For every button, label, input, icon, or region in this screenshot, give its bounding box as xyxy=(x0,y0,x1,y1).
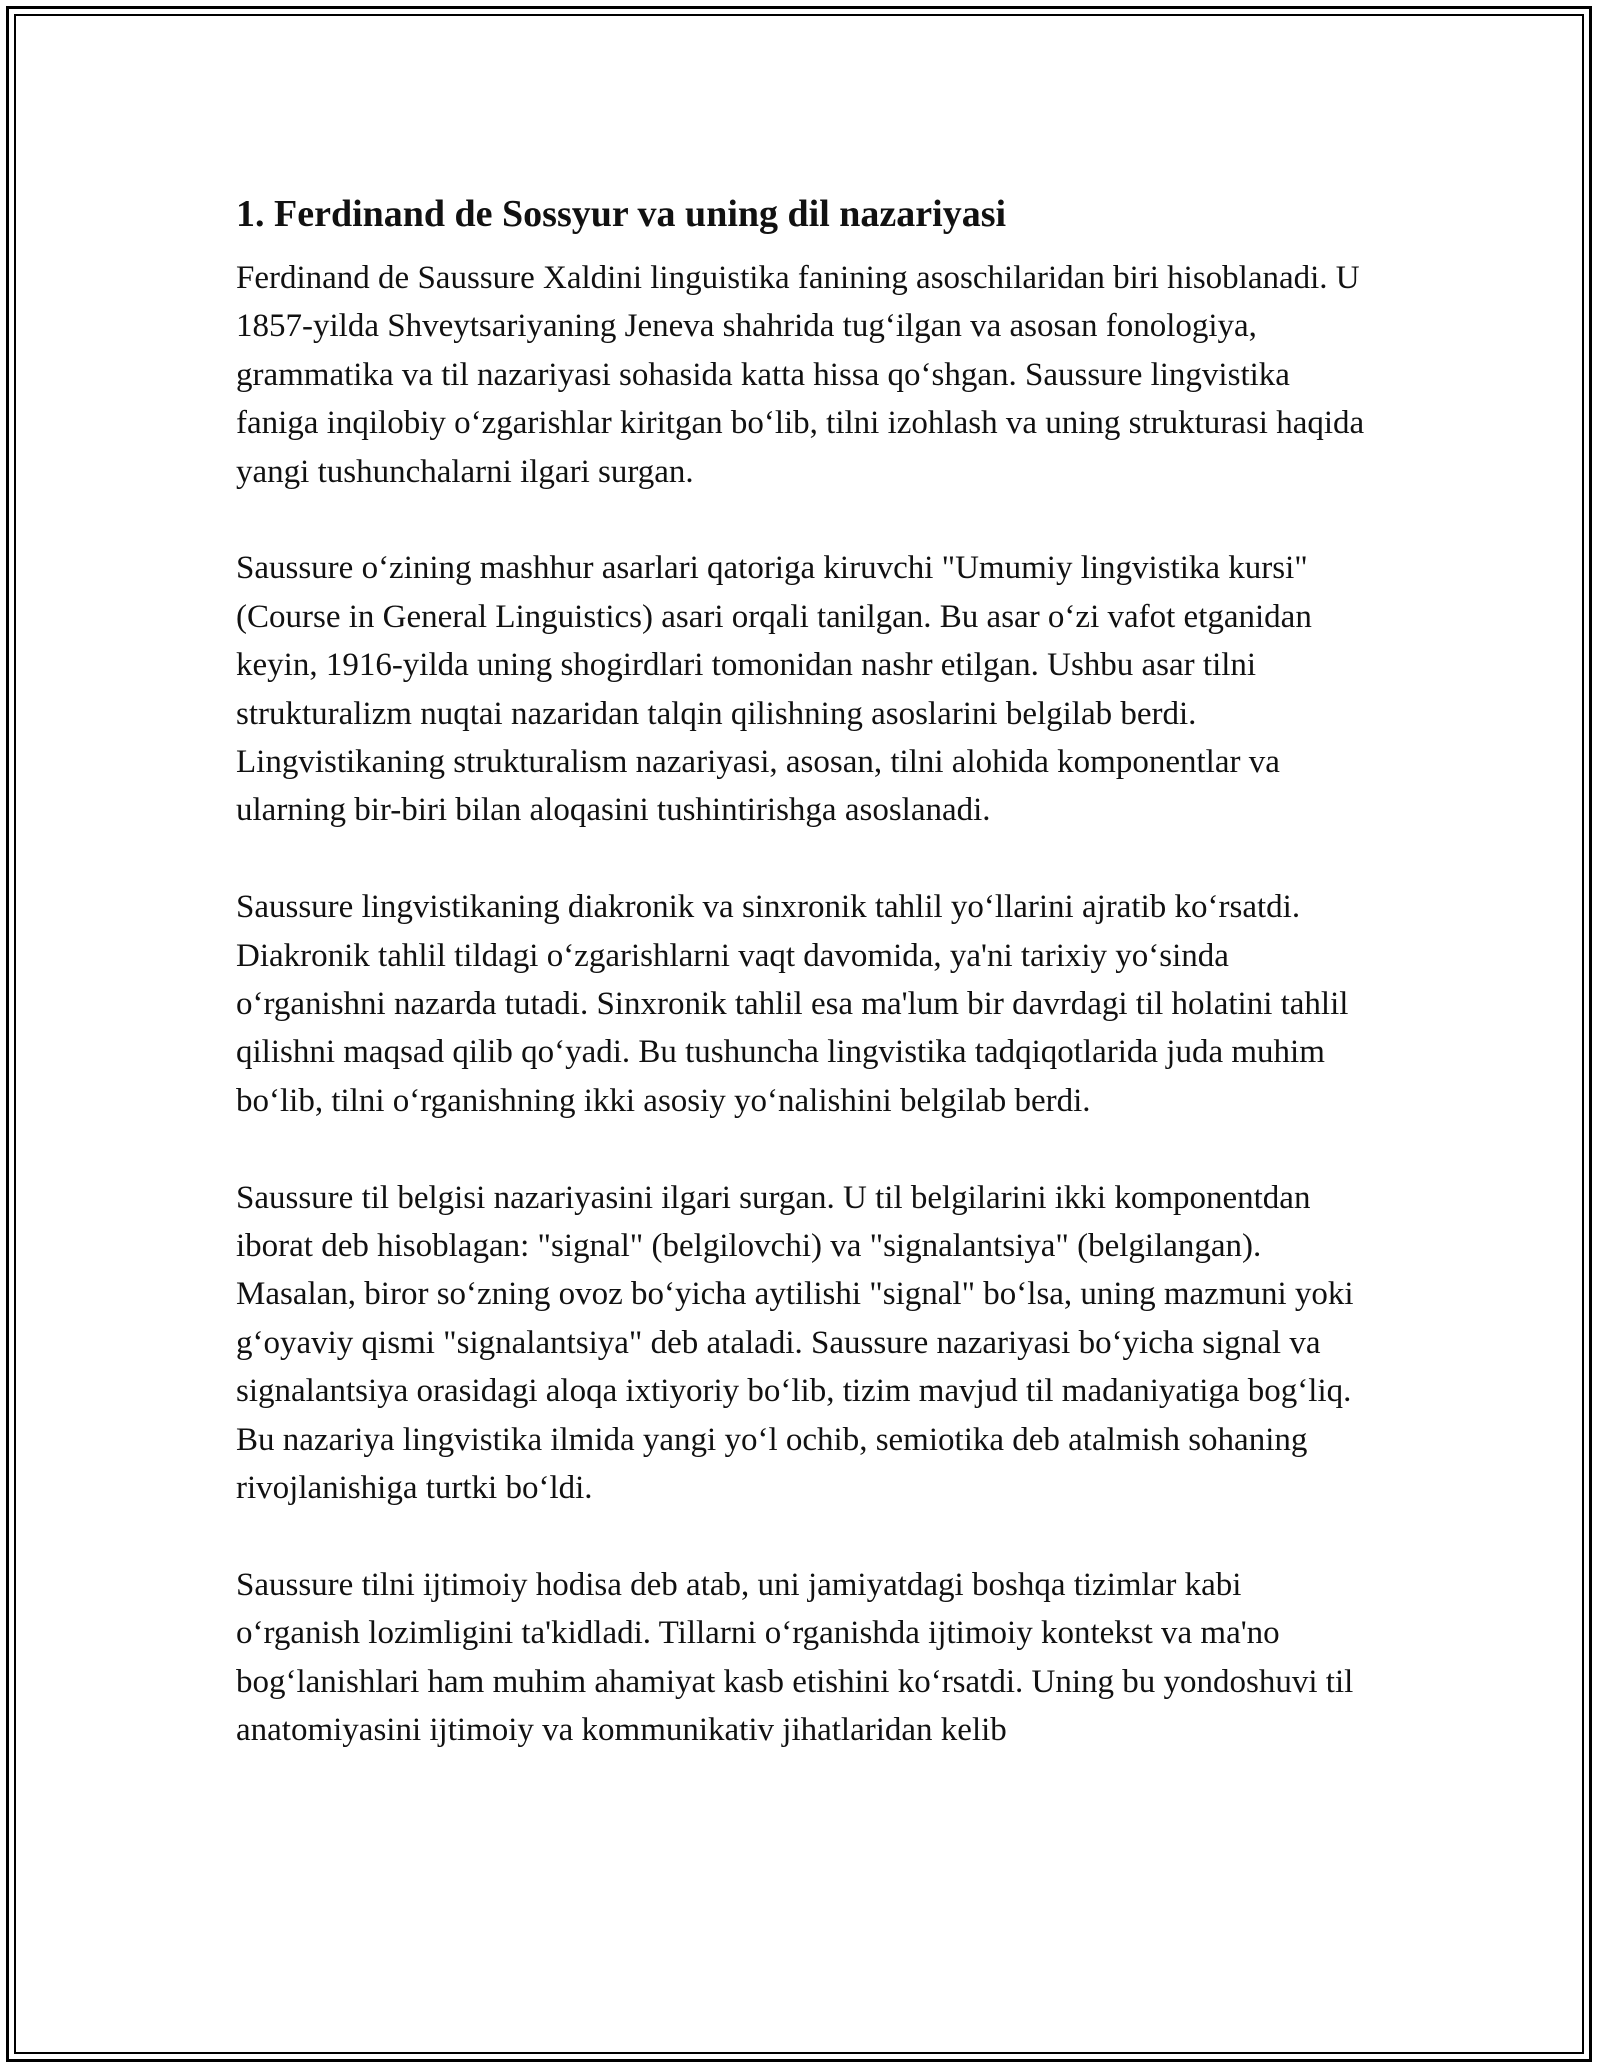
section-heading: 1. Ferdinand de Sossyur va uning dil nazariyasi xyxy=(236,193,1007,235)
document-body xyxy=(236,186,1372,1803)
paragraph-3: Saussure lingvistikaning diakronik va sinxronik tahlil yo‘llarini ajratib ko‘rsatdi. Diakronik tahlil tildagi o‘zgarishlarni vaqt davomida, ya'ni tarixiy yo‘sinda o‘rganishni nazarda tutadi. Sinxronik tahlil esa ma'lum bir davrdagi til holatini tahlil qilishni maqsad qilib qo‘yadi. Bu tushuncha lingvistika tadqiqotlarida juda muhim bo‘lib, tilni o‘rganishning ikki asosiy yo‘nalishini belgilab berdi. xyxy=(236,889,1349,1119)
paragraph-1: Ferdinand de Saussure Xaldini linguistika fanining asoschilaridan biri hisoblanadi. U 1857-yilda Shveytsariyaning Jeneva shahrida tug‘ilgan va asosan fonologiya, grammatika va til nazariyasi sohasida katta hissa qo‘shgan. Saussure lingvistika faniga inqilobiy o‘zgarishlar kiritgan bo‘lib, tilni izohlash va uning strukturasi haqida yangi tushunchalarni ilgari surgan. xyxy=(236,260,1365,490)
paragraph-5: Saussure tilni ijtimoiy hodisa deb atab, uni jamiyatdagi boshqa tizimlar kabi o‘rganish lozimligini ta'kidladi. Tillarni o‘rganishda ijtimoiy kontekst va ma'no bog‘lanishlari ham muhim ahamiyat kasb etishini ko‘rsatdi. Uning bu yondoshuvi til anatomiyasini ijtimoiy va kommunikativ jihatlaridan kelib xyxy=(236,1566,1354,1749)
paragraph-2: Saussure o‘zining mashhur asarlari qatoriga kiruvchi "Umumiy lingvistika kursi" (Course in General Linguistics) asari orqali tanilgan. Bu asar o‘zi vafot etganidan keyin, 1916-yilda uning shogirdlari tomonidan nashr etilgan. Ushbu asar tilni strukturalizm nuqtai nazaridan talqin qilishning asoslarini belgilab berdi. Lingvistikaning strukturalism nazariyasi, asosan, tilni alohida komponentlar va ularning bir-biri bilan aloqasini tushintirishga asoslanadi. xyxy=(236,550,1312,829)
paragraph-4: Saussure til belgisi nazariyasini ilgari surgan. U til belgilarini ikki komponentdan iborat deb hisoblagan: "signal" (belgilovchi) va "signalantsiya" (belgilangan). Masalan, biror so‘zning ovoz bo‘yicha aytilishi "signal" bo‘lsa, uning mazmuni yoki g‘oyaviy qismi "signalantsiya" deb ataladi. Saussure nazariyasi bo‘yicha signal va signalantsiya orasidagi aloqa ixtiyoriy bo‘lib, tizim mavjud til madaniyatiga bog‘liq. Bu nazariya lingvistika ilmida yangi yo‘l ochib, semiotika deb atalmish sohaning rivojlanishiga turtki bo‘ldi. xyxy=(236,1179,1354,1507)
